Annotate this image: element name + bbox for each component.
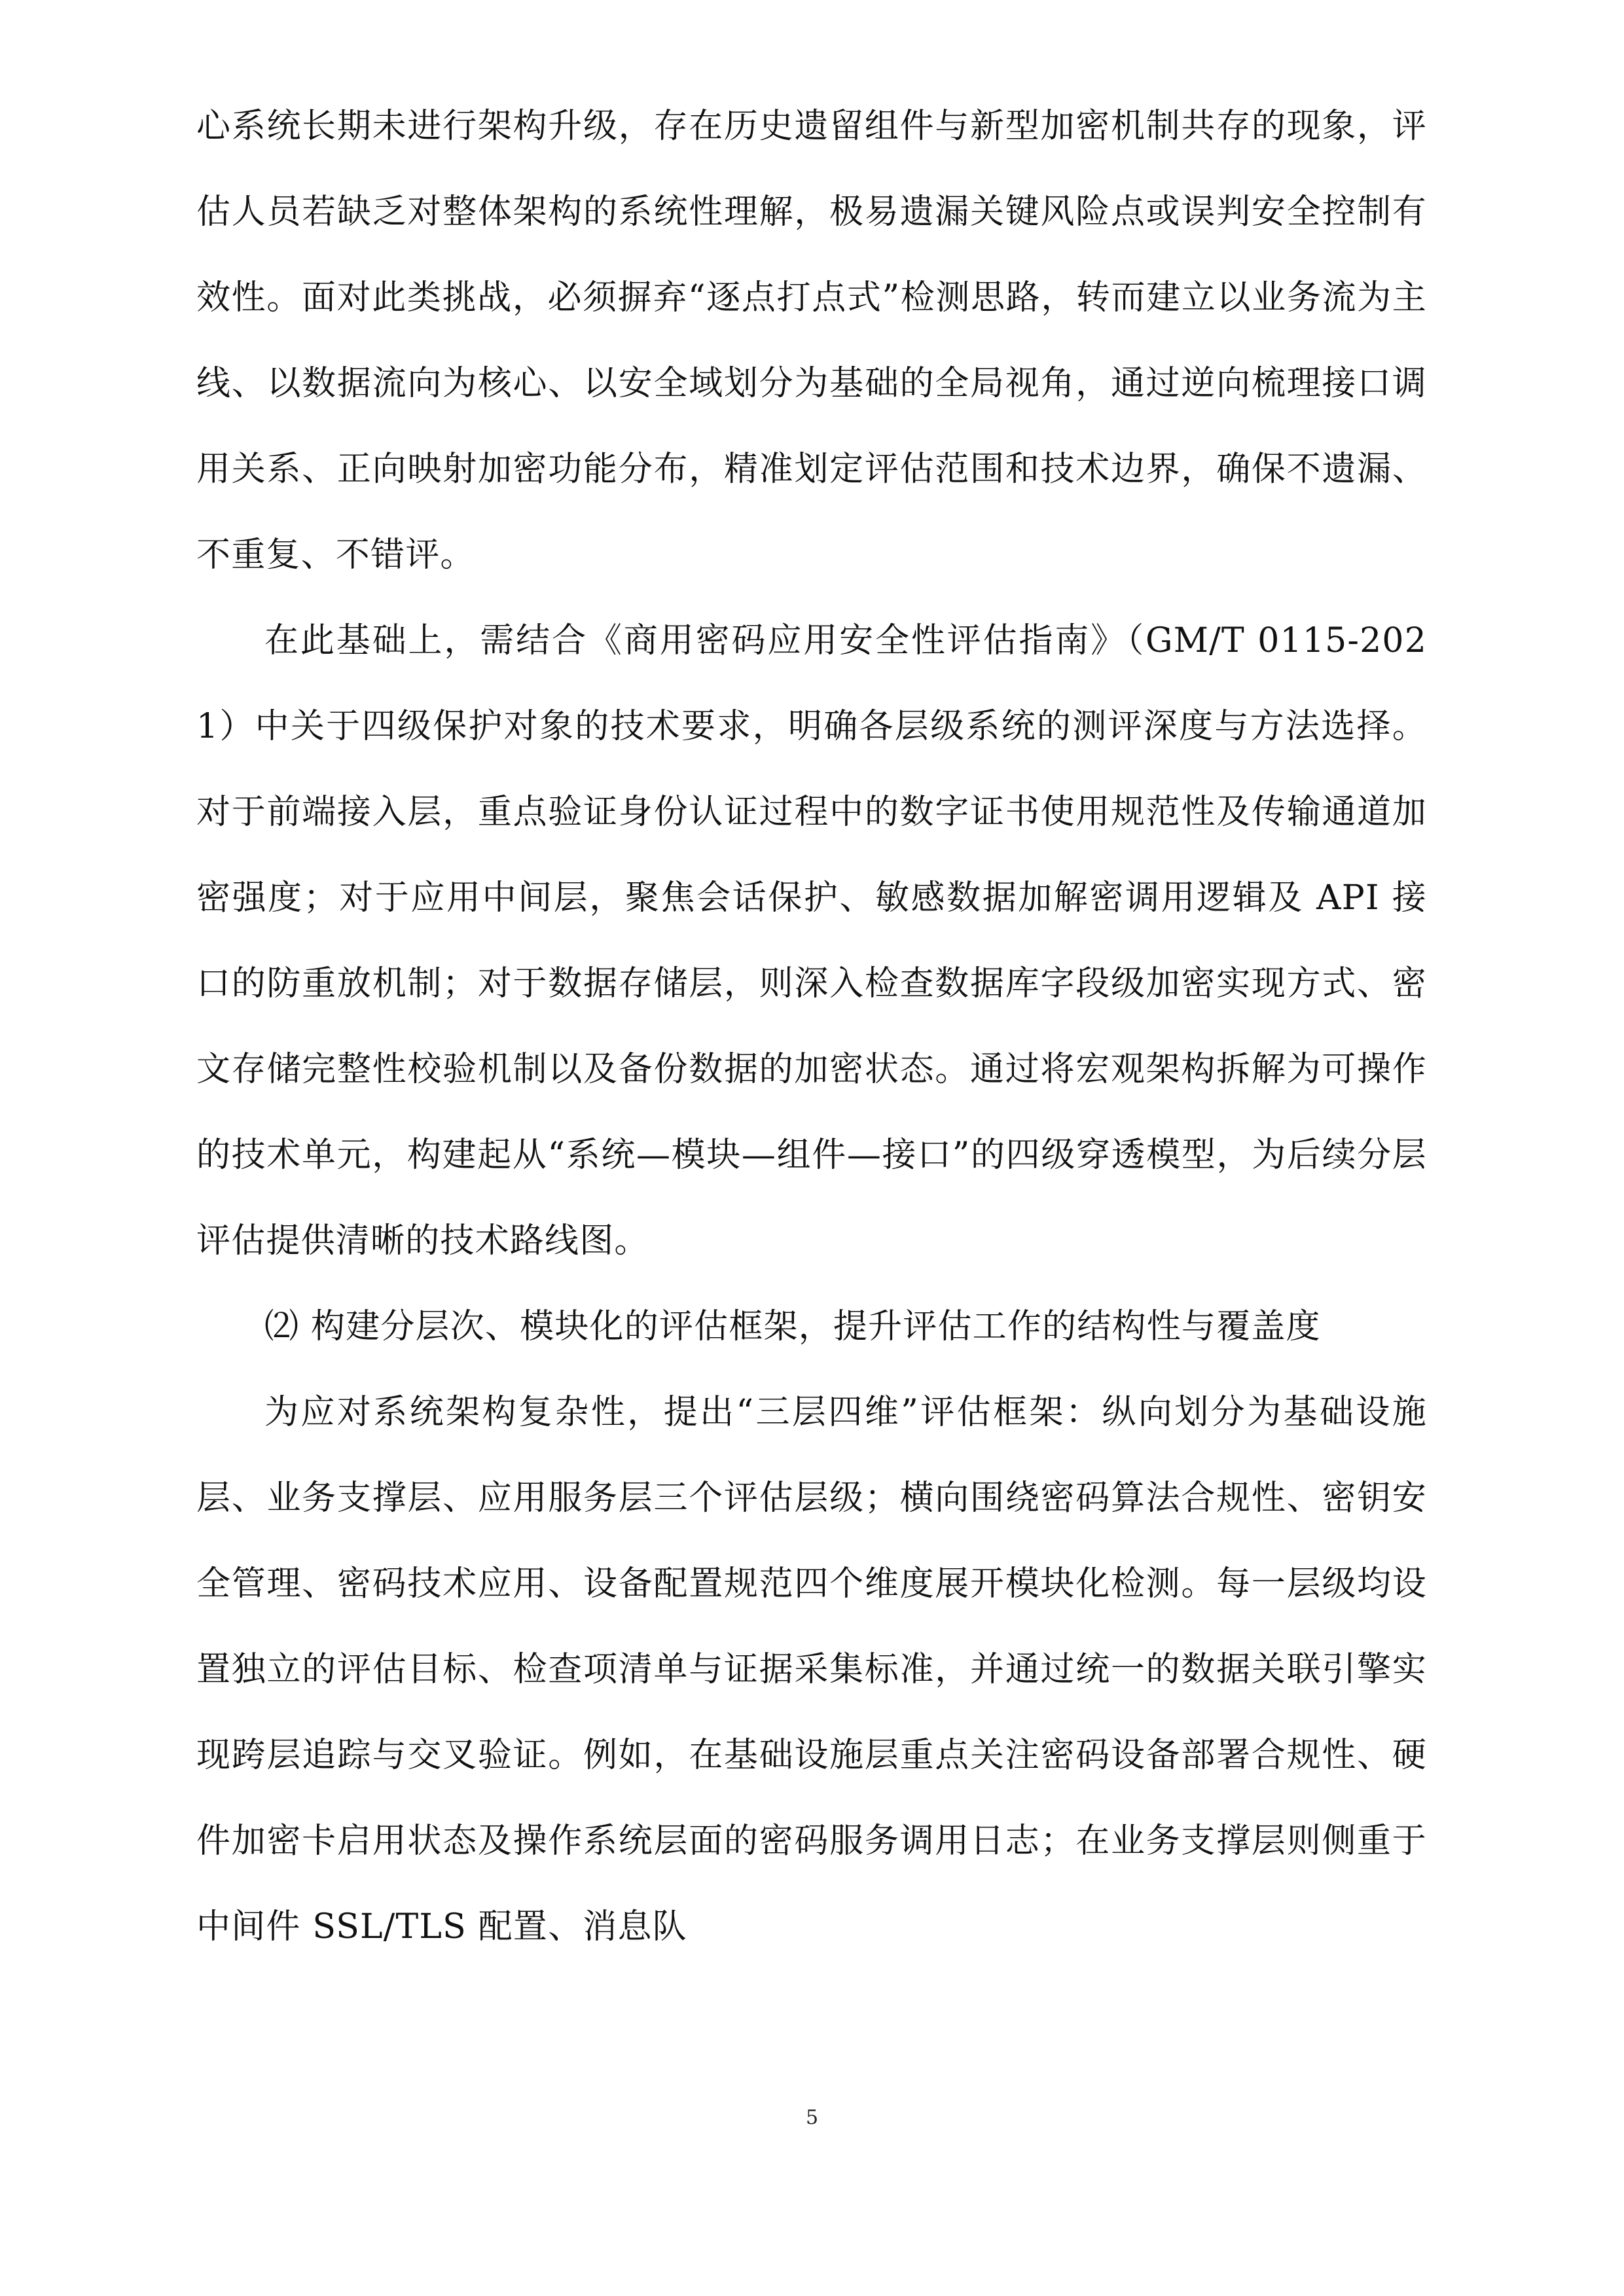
paragraph-continuation: 心系统长期未进行架构升级，存在历史遗留组件与新型加密机制共存的现象，评估人员若缺乏对整体架构的系统性理解，极易遗漏关键风险点或误判安全控制有效性。面对此类挑战，必须摒弃“逐点打点式”检测思路，转而建立以业务流为主线、以数据流向为核心、以安全域划分为基础的全局视角，通过逆向梳理接口调用关系、正向映射加密功能分布，精准划定评估范围和技术边界，确保不遗漏、不重复、不错评。: [196, 107, 1427, 575]
paragraph-gmt-requirements: 在此基础上，需结合《商用密码应用安全性评估指南》（GM/T 0115-2021）中关于四级保护对象的技术要求，明确各层级系统的测评深度与方法选择。对于前端接入层，重点验证身份认证过程中的数字证书使用规范性及传输通道加密强度；对于应用中间层，聚焦会话保护、敏感数据加解密调用逻辑及 API 接口的防重放机制；对于数据存储层，则深入检查数据库字段级加密实现方式、密文存储完整性校验机制以及备份数据的加密状态。通过将宏观架构拆解为可操作的技术单元，构建起从“系统—模块—组件—接口”的四级穿透模型，为后续分层评估提供清晰的技术路线图。: [196, 621, 1427, 1261]
section-heading-2: ⑵ 构建分层次、模块化的评估框架，提升评估工作的结构性与覆盖度: [264, 1307, 1321, 1346]
body-text: [196, 84, 1427, 1970]
page-number: 5: [805, 2106, 819, 2129]
paragraph-three-layer-framework: 为应对系统架构复杂性，提出“三层四维”评估框架：纵向划分为基础设施层、业务支撑层、应用服务层三个评估层级；横向围绕密码算法合规性、密钥安全管理、密码技术应用、设备配置规范四个维度展开模块化检测。每一层级均设置独立的评估目标、检查项清单与证据采集标准，并通过统一的数据关联引擎实现跨层追踪与交叉验证。例如，在基础设施层重点关注密码设备部署合规性、硬件加密卡启用状态及操作系统层面的密码服务调用日志；在业务支撑层则侧重于中间件 SSL/TLS 配置、消息队: [196, 1393, 1427, 1946]
